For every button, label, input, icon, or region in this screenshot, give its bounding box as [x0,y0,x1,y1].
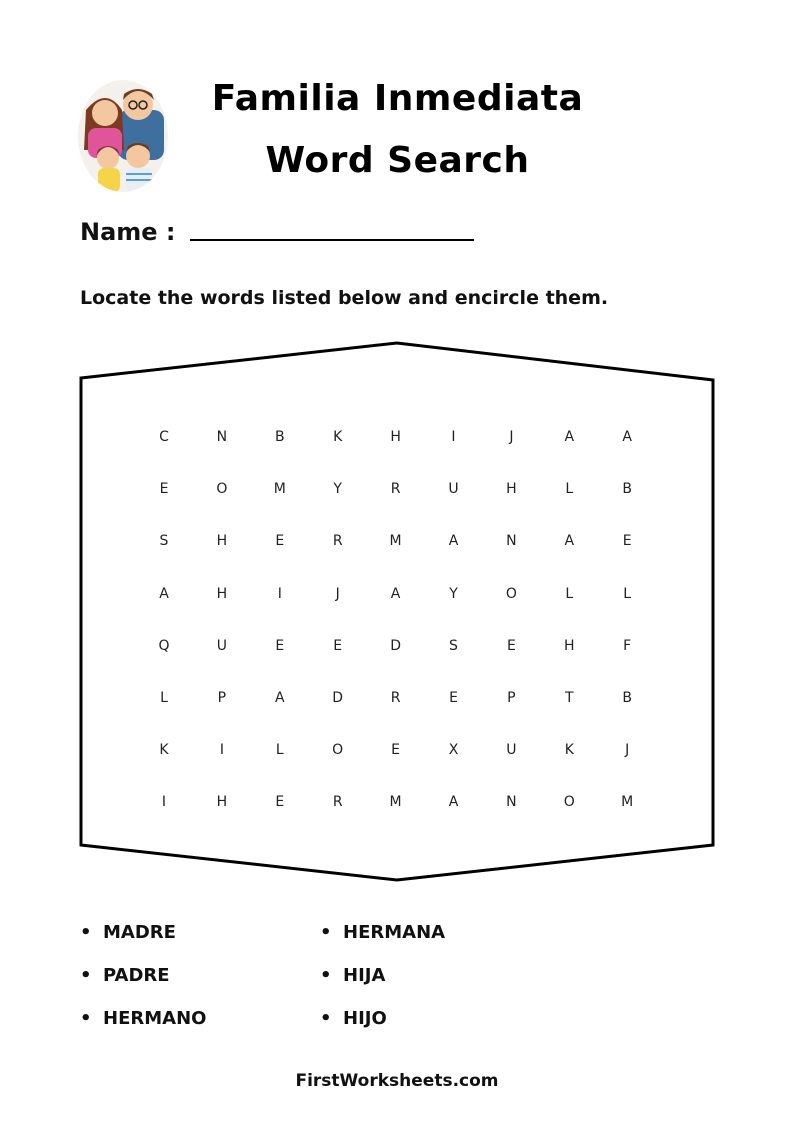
word-label: HIJO [343,1008,387,1029]
bullet-icon: • [320,965,332,986]
grid-letter[interactable]: E [622,533,632,550]
grid-letter[interactable]: I [219,742,224,759]
grid-letter[interactable]: Y [449,585,458,602]
grid-letter[interactable]: B [622,690,632,706]
name-label: Name : [80,218,176,246]
page-title-line-1: Familia Inmediata [211,78,584,119]
word-item [80,922,206,965]
page-title-line-2: Word Search [265,140,530,181]
grid-letter[interactable]: S [159,533,169,550]
grid-letter[interactable]: A [564,533,575,550]
grid-letter[interactable]: N [216,429,228,445]
bullet-icon: • [80,1008,92,1029]
grid-letter[interactable]: C [159,429,169,445]
bullet-icon: • [80,965,92,986]
bullet-icon: • [320,922,332,943]
word-item [320,922,445,965]
grid-letter[interactable]: I [277,585,282,602]
word-item [80,965,206,1008]
grid-letter[interactable]: E [506,637,516,654]
word-label: MADRE [103,922,176,943]
word-item [320,1008,445,1051]
grid-letter[interactable]: J [335,585,340,602]
grid-letter[interactable]: T [565,690,574,706]
grid-letter[interactable]: L [275,742,284,759]
grid-letter[interactable]: U [216,637,228,654]
grid-letter[interactable]: R [332,533,343,550]
grid-letter[interactable]: O [332,742,344,759]
grid-letter[interactable]: J [625,742,630,759]
grid-letter[interactable]: D [390,637,401,654]
grid-letter[interactable]: J [509,429,514,445]
grid-letter[interactable]: A [390,585,401,602]
grid-letter[interactable]: H [506,481,517,498]
bullet-icon: • [80,922,92,943]
bullet-icon: • [320,1008,332,1029]
grid-letter[interactable]: R [390,481,401,498]
grid-letter[interactable]: E [159,481,169,498]
word-label: HIJA [343,965,386,986]
grid-letter[interactable]: K [159,742,169,759]
grid-letter[interactable]: L [565,481,574,498]
word-label: HERMANO [103,1008,207,1029]
word-label: HERMANA [343,922,446,943]
instructions-text: Locate the words listed below and encircle them. [80,287,609,309]
grid-letter[interactable]: P [507,690,516,706]
grid-letter[interactable]: N [506,794,517,811]
grid-letter[interactable]: F [623,637,632,654]
grid-letter[interactable]: E [391,742,401,759]
grid-letter[interactable]: A [275,690,285,706]
grid-letter[interactable]: M [389,533,402,550]
grid-letter[interactable]: M [621,794,634,811]
word-item [80,1008,206,1051]
grid-letter[interactable]: H [216,533,228,550]
grid-letter[interactable]: R [332,794,343,811]
grid-letter[interactable]: K [564,742,574,759]
grid-letter[interactable]: M [273,481,286,498]
grid-letter[interactable]: R [390,690,401,706]
grid-letter[interactable]: I [451,429,456,445]
grid-letter[interactable]: A [159,585,169,602]
grid-letter[interactable]: N [506,533,517,550]
grid-letter[interactable]: H [564,637,575,654]
grid-letter[interactable]: L [623,585,632,602]
grid-letter[interactable]: L [160,690,168,706]
grid-letter[interactable]: X [448,742,459,759]
grid-letter[interactable]: E [275,533,285,550]
grid-letter[interactable]: A [564,429,575,445]
grid-letter[interactable]: A [448,794,459,811]
footer-site-name: FirstWorksheets.com [295,1071,499,1091]
grid-letter[interactable]: D [332,690,344,706]
grid-letter[interactable]: E [275,794,285,811]
grid-letter[interactable]: I [161,794,167,811]
grid-letter[interactable]: P [217,690,227,706]
grid-letter[interactable]: H [216,794,228,811]
grid-letter[interactable]: U [506,742,517,759]
grid-letter[interactable]: E [333,637,343,654]
grid-letter[interactable]: U [448,481,459,498]
grid-letter[interactable]: S [449,637,458,654]
grid-letter[interactable]: B [274,429,285,445]
grid-letter[interactable]: K [333,429,343,445]
grid-letter[interactable]: H [390,429,401,445]
grid-letter[interactable]: M [389,794,402,811]
grid-letter[interactable]: E [275,637,285,654]
grid-letter[interactable]: O [505,585,517,602]
grid-letter[interactable]: Q [158,637,170,654]
grid-letter[interactable]: Y [333,481,342,498]
grid-letter[interactable]: O [563,794,575,811]
grid-letter[interactable]: E [449,690,458,706]
grid-letter[interactable]: O [216,481,228,498]
grid-letter[interactable]: B [622,481,632,498]
word-list-column-2 [320,922,445,1051]
grid-letter[interactable]: A [448,533,459,550]
word-list-column-1 [80,922,206,1051]
grid-letter[interactable]: L [565,585,574,602]
word-label: PADRE [103,965,170,986]
word-item [320,965,445,1008]
grid-letter[interactable]: A [622,429,632,445]
grid-letter[interactable]: H [216,585,228,602]
